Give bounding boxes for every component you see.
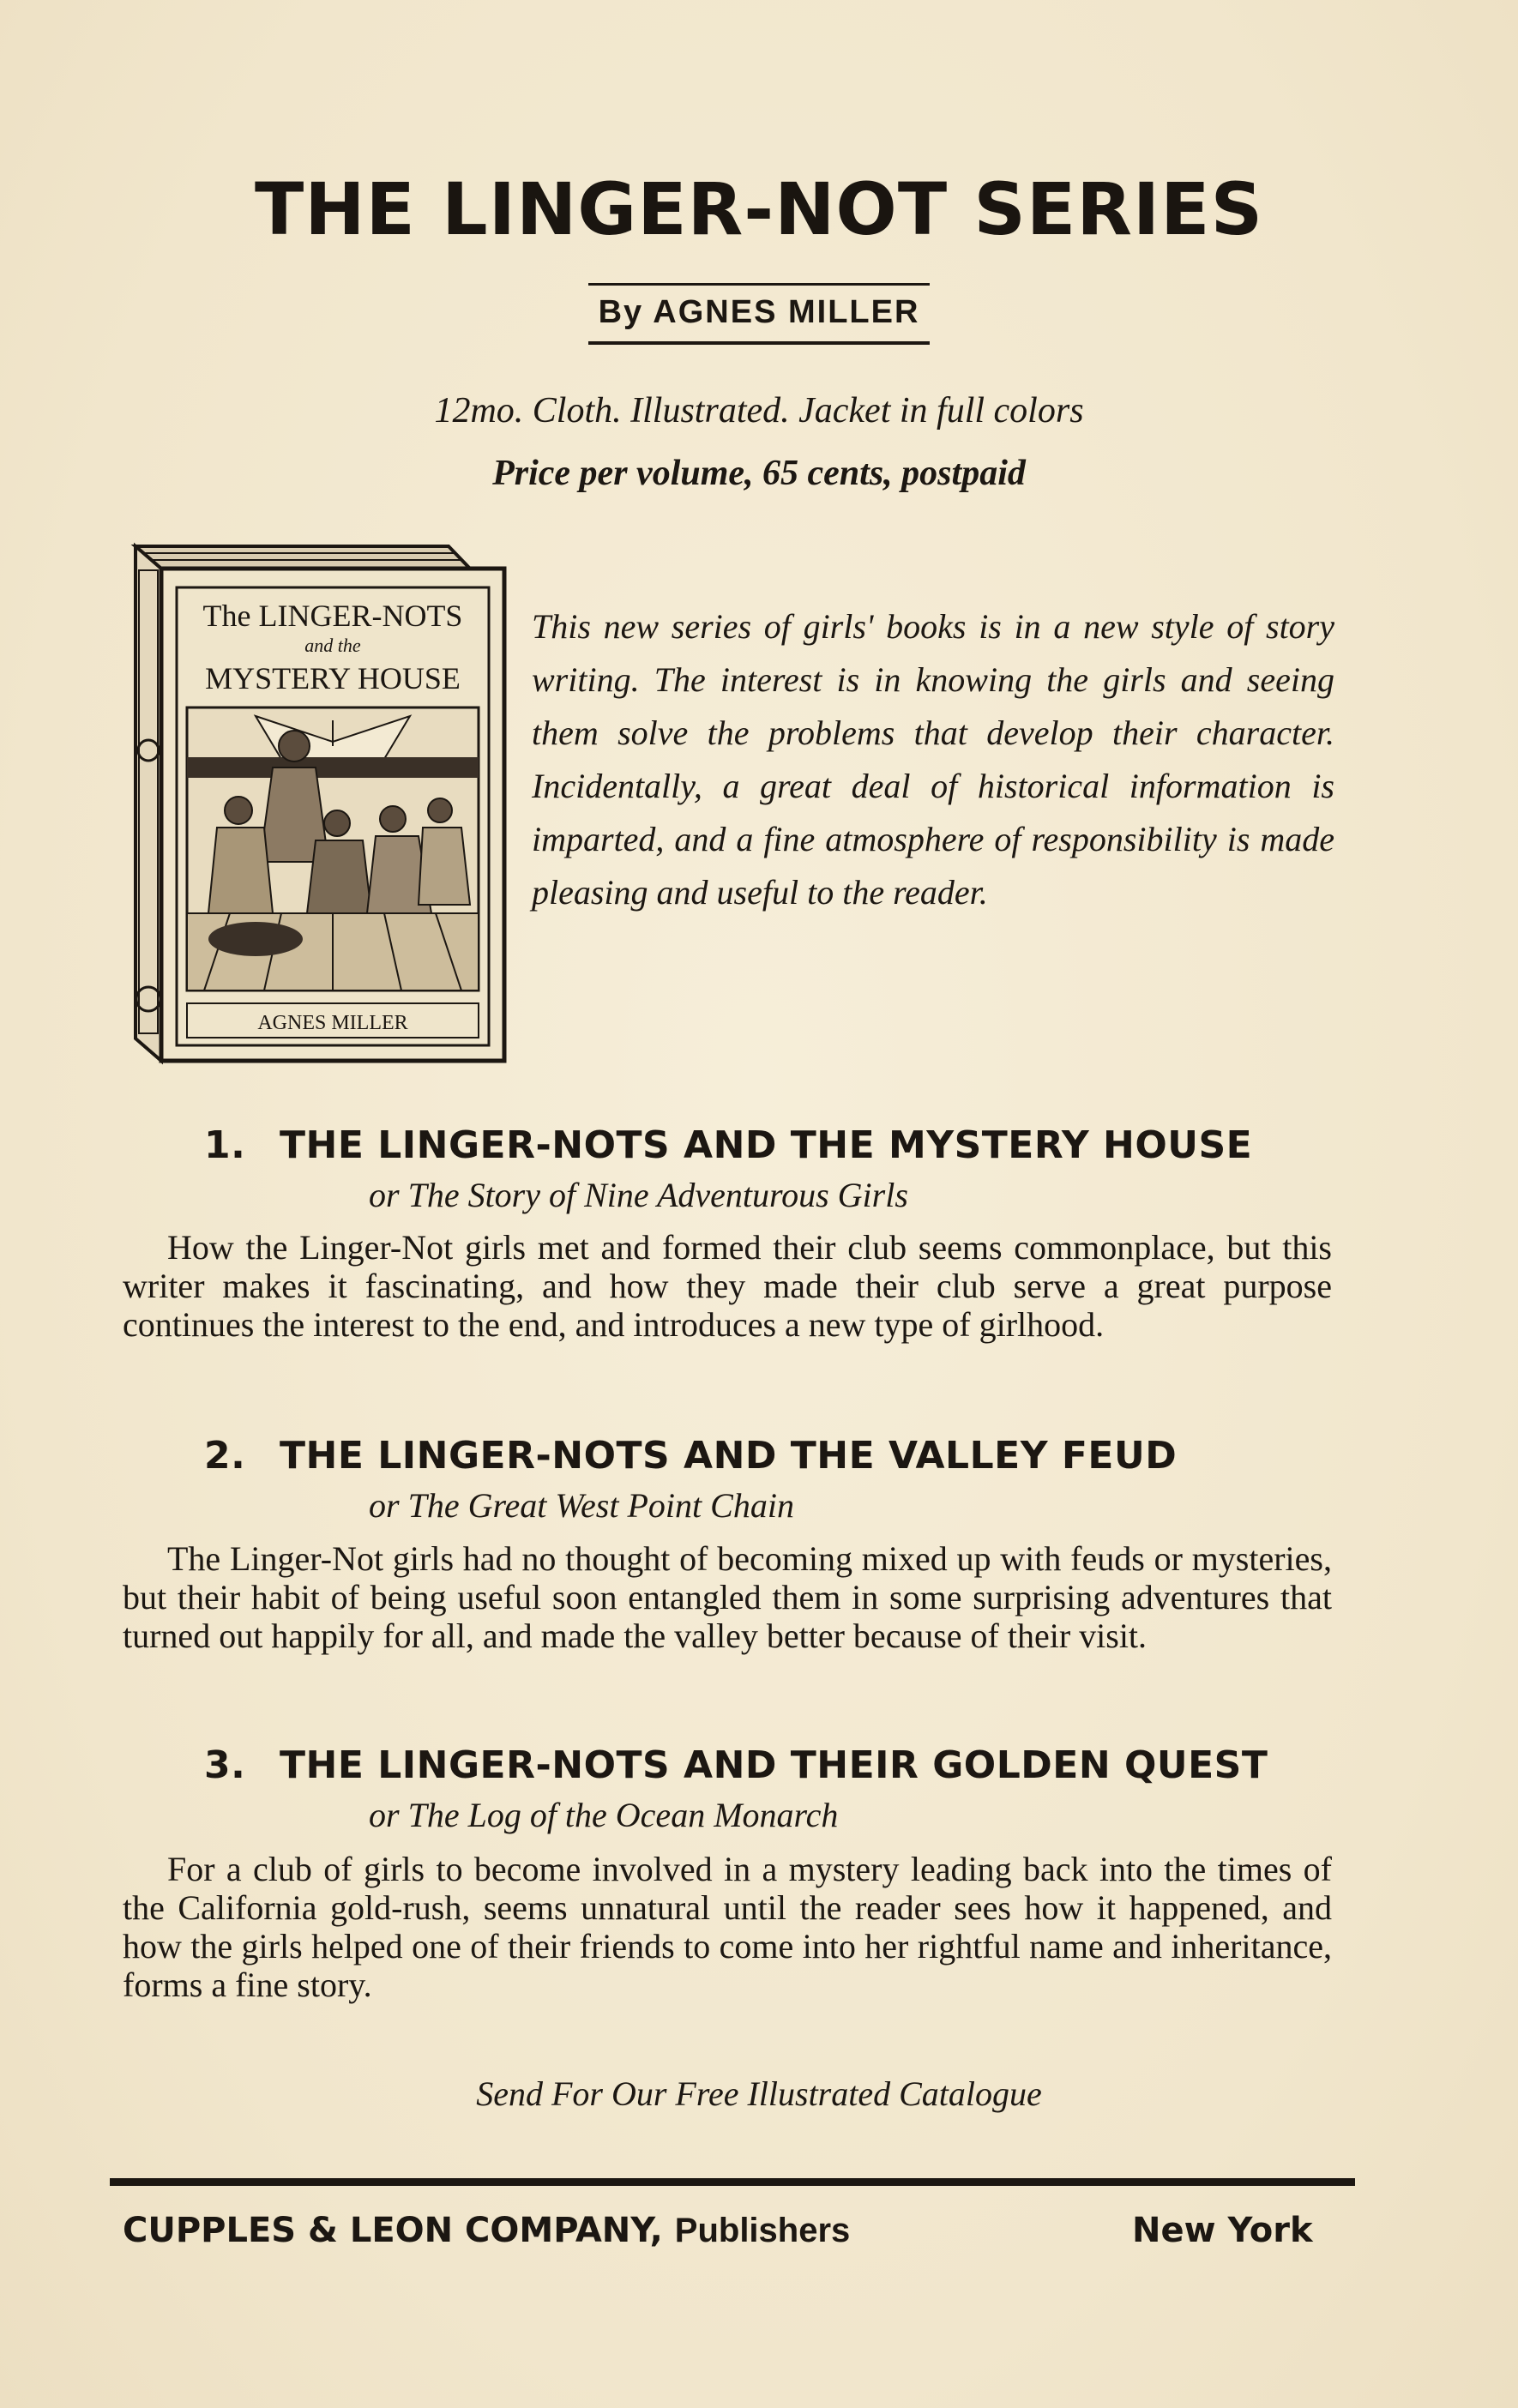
publisher-company: CUPPLES & LEON COMPANY, [123, 2211, 663, 2250]
publisher-name [123, 2211, 850, 2250]
series-description: This new series of girls' books is in a new style of story writing. The interest is in knowing the girls and seeing them solve the problems that develop their character. Incidentally, a great deal of historical information is imparted, and a fine atmosphere of responsibility is made pleasing and useful to the reader. [532, 607, 1334, 912]
entry-2-number: 2. [204, 1434, 246, 1478]
book-cover-illustration [127, 536, 511, 1068]
price-line: Price per volume, 65 cents, postpaid [492, 454, 1026, 493]
book-specs: 12mo. Cloth. Illustrated. Jacket in full colors [434, 391, 1084, 430]
author-byline: By AGNES MILLER [588, 283, 931, 345]
series-title: THE LINGER-NOT SERIES [254, 167, 1264, 251]
publisher-city: New York [1132, 2211, 1313, 2250]
cover-title-line3: MYSTERY HOUSE [205, 661, 461, 695]
publisher-suffix: Publishers [674, 2212, 851, 2249]
entry-2-description: The Linger-Not girls had no thought of becoming mixed up with feuds or mysteries, but their habit of being useful soon entangled them in some surprising adventures that turned out happily for all, and made the valley better because of their visit. [123, 1539, 1332, 1655]
footer-divider [110, 2178, 1355, 2186]
entry-1-subtitle: or The Story of Nine Adventurous Girls [369, 1176, 908, 1214]
entry-2-title: THE LINGER-NOTS AND THE VALLEY FEUD [280, 1434, 1178, 1478]
entry-1-number: 1. [204, 1123, 246, 1167]
entry-3-subtitle: or The Log of the Ocean Monarch [369, 1796, 839, 1834]
cover-author: AGNES MILLER [257, 1012, 408, 1034]
cover-title-line2: and the [304, 635, 361, 656]
entry-3-description: For a club of girls to become involved in a mystery leading back into the times of the California gold-rush, seems unnatural until the reader sees how it happened, and how the girls helped one of their friends to come into her rightful name and inheritance, forms a fine story. [123, 1850, 1332, 2004]
cover-title-line1: The LINGER-NOTS [202, 599, 463, 633]
entry-3-title: THE LINGER-NOTS AND THEIR GOLDEN QUEST [280, 1743, 1268, 1787]
entry-1-title: THE LINGER-NOTS AND THE MYSTERY HOUSE [280, 1123, 1253, 1167]
entry-1-description: How the Linger-Not girls met and formed their club seems commonplace, but this writer makes it fascinating, and how they made their club serve a great purpose continues the interest to the end, and introduces a new type of girlhood. [123, 1228, 1332, 1344]
byline-wrap [0, 283, 1518, 345]
entry-2-subtitle: or The Great West Point Chain [369, 1486, 794, 1525]
entry-3-number: 3. [204, 1743, 246, 1787]
catalogue-offer: Send For Our Free Illustrated Catalogue [476, 2074, 1042, 2113]
